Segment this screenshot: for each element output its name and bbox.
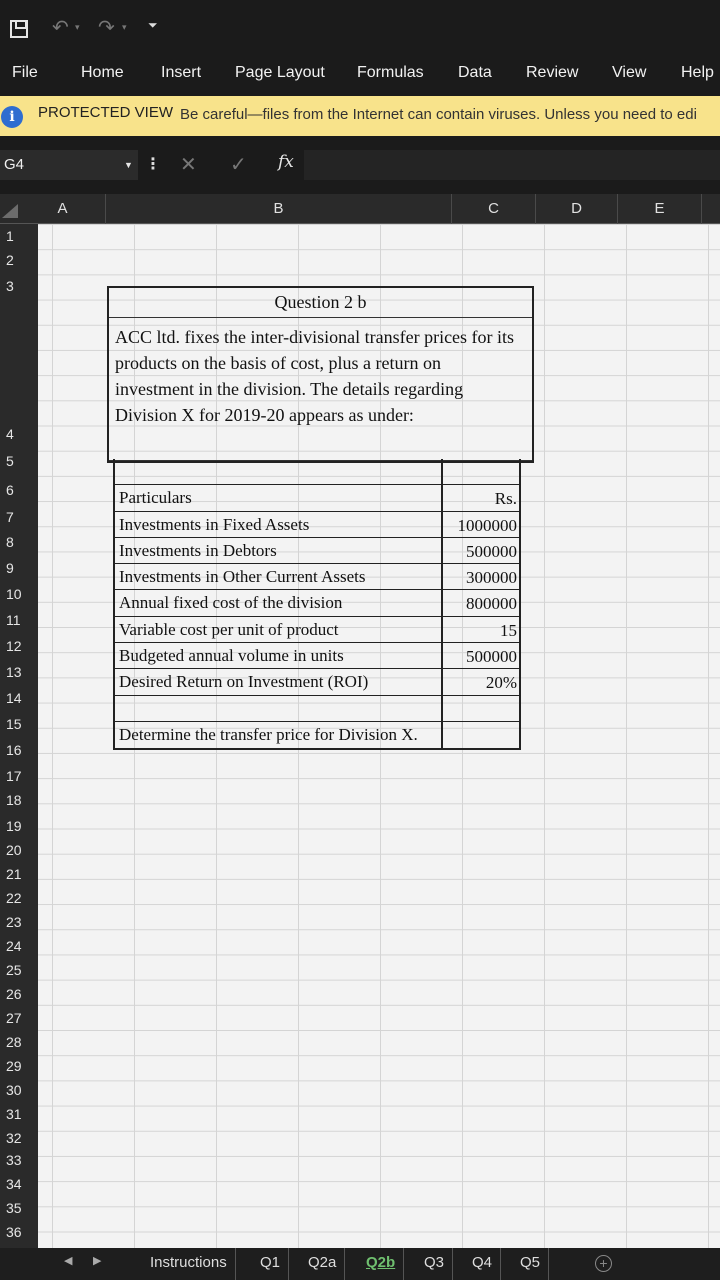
particular-value[interactable]: 15 xyxy=(500,620,517,640)
particular-label[interactable]: Desired Return on Investment (ROI) xyxy=(115,669,443,694)
cancel-icon[interactable]: ✕ xyxy=(180,154,197,176)
row-header-25[interactable]: 25 xyxy=(6,962,22,978)
question-box xyxy=(107,286,534,463)
formula-input[interactable] xyxy=(304,150,720,180)
row-header-16[interactable]: 16 xyxy=(6,742,22,758)
tab-formulas[interactable]: Formulas xyxy=(357,64,424,81)
table-row xyxy=(115,722,519,748)
undo-dropdown-icon[interactable]: ▾ xyxy=(75,22,80,32)
row-header-1[interactable]: 1 xyxy=(6,228,14,244)
particular-label[interactable]: Annual fixed cost of the division xyxy=(115,590,443,615)
column-headers xyxy=(0,194,720,224)
row-headers xyxy=(0,224,38,1248)
row-header-31[interactable]: 31 xyxy=(6,1106,22,1122)
particular-value[interactable]: Rs. xyxy=(494,489,517,509)
particulars-table xyxy=(113,459,521,750)
add-sheet-icon[interactable]: + xyxy=(595,1255,612,1272)
row-header-4[interactable]: 4 xyxy=(6,426,14,442)
particular-label[interactable]: Particulars xyxy=(115,485,443,510)
particular-label[interactable]: Investments in Other Current Assets xyxy=(115,564,443,589)
row-header-12[interactable]: 12 xyxy=(6,638,22,654)
formula-bar xyxy=(0,136,720,194)
sheet-tab-q3[interactable]: Q3 xyxy=(416,1248,453,1280)
table-row xyxy=(115,459,519,485)
particular-value[interactable]: 1000000 xyxy=(457,515,517,535)
tab-insert[interactable]: Insert xyxy=(161,64,202,81)
column-header-e[interactable]: E xyxy=(618,194,702,224)
scroll-left-icon[interactable]: ◀ xyxy=(64,1255,73,1267)
column-header-a[interactable]: A xyxy=(20,194,106,224)
particular-value[interactable] xyxy=(443,459,519,484)
row-header-29[interactable]: 29 xyxy=(6,1058,22,1074)
particular-label[interactable]: Variable cost per unit of product xyxy=(115,617,443,642)
sheet-tabs-bar xyxy=(0,1248,720,1280)
particular-label[interactable]: Investments in Debtors xyxy=(115,538,443,563)
protected-view-title: PROTECTED VIEW xyxy=(38,104,174,121)
row-header-32[interactable]: 32 xyxy=(6,1130,22,1146)
column-header-d[interactable]: D xyxy=(536,194,618,224)
table-row xyxy=(115,590,519,616)
scroll-right-icon[interactable]: ▶ xyxy=(93,1255,102,1267)
row-header-19[interactable]: 19 xyxy=(6,818,22,834)
row-header-23[interactable]: 23 xyxy=(6,914,22,930)
row-header-27[interactable]: 27 xyxy=(6,1010,22,1026)
redo-dropdown-icon[interactable]: ▾ xyxy=(122,22,127,32)
row-header-26[interactable]: 26 xyxy=(6,986,22,1002)
particular-label[interactable] xyxy=(115,459,443,484)
row-header-15[interactable]: 15 xyxy=(6,716,22,732)
particular-label[interactable] xyxy=(115,696,443,721)
tab-help[interactable]: Help xyxy=(681,64,714,81)
table-row xyxy=(115,617,519,643)
row-header-7[interactable]: 7 xyxy=(6,509,14,525)
tab-view[interactable]: View xyxy=(612,64,647,81)
more-icon[interactable]: ⋮ xyxy=(145,156,161,173)
row-header-9[interactable]: 9 xyxy=(6,560,14,576)
particular-label[interactable]: Investments in Fixed Assets xyxy=(115,512,443,537)
tab-home[interactable]: Home xyxy=(81,64,124,81)
particular-value[interactable]: 20% xyxy=(485,673,517,693)
row-header-33[interactable]: 33 xyxy=(6,1152,22,1168)
sheet-tab-q4[interactable]: Q4 xyxy=(464,1248,501,1280)
save-icon[interactable] xyxy=(10,20,28,38)
row-header-2[interactable]: 2 xyxy=(6,252,14,268)
row-header-5[interactable]: 5 xyxy=(6,453,14,469)
particular-value[interactable] xyxy=(443,722,519,748)
info-icon: i xyxy=(1,106,23,128)
question-text: ACC ltd. fixes the inter-divisional transfer prices for its products on the basis of cost, plus a return on investment in the division. The details regarding Division X for 2019-20 appears as under: xyxy=(109,318,532,461)
tab-page-layout[interactable]: Page Layout xyxy=(235,64,325,81)
tab-data[interactable]: Data xyxy=(458,64,492,81)
row-header-35[interactable]: 35 xyxy=(6,1200,22,1216)
table-row xyxy=(115,564,519,590)
sheet-tab-q5[interactable]: Q5 xyxy=(512,1248,549,1280)
worksheet-grid[interactable] xyxy=(38,224,720,1248)
tab-review[interactable]: Review xyxy=(526,64,579,81)
name-box[interactable]: G4 xyxy=(0,150,138,180)
row-header-6[interactable]: 6 xyxy=(6,482,14,498)
table-row xyxy=(115,696,519,722)
row-header-14[interactable]: 14 xyxy=(6,690,22,706)
row-header-21[interactable]: 21 xyxy=(6,866,22,882)
row-header-18[interactable]: 18 xyxy=(6,792,22,808)
sheet-tab-q1[interactable]: Q1 xyxy=(252,1248,289,1280)
row-header-3[interactable]: 3 xyxy=(6,278,14,294)
table-row xyxy=(115,485,519,511)
particular-value[interactable]: 800000 xyxy=(466,594,517,614)
row-header-10[interactable]: 10 xyxy=(6,586,22,602)
particular-value[interactable]: 500000 xyxy=(466,647,517,667)
undo-icon[interactable]: ↶ xyxy=(52,17,69,39)
fx-icon[interactable]: fx xyxy=(278,152,294,172)
enter-icon[interactable]: ✓ xyxy=(230,154,247,176)
quick-access-toolbar xyxy=(0,0,720,50)
row-header-22[interactable]: 22 xyxy=(6,890,22,906)
ribbon-tabs xyxy=(0,50,720,96)
redo-icon[interactable]: ↷ xyxy=(98,17,115,39)
row-header-8[interactable]: 8 xyxy=(6,534,14,550)
protected-view-message: Be careful—files from the Internet can contain viruses. Unless you need to edi xyxy=(180,106,697,123)
row-header-28[interactable]: 28 xyxy=(6,1034,22,1050)
particular-label[interactable]: Budgeted annual volume in units xyxy=(115,643,443,668)
sheet-tab-q2b[interactable]: Q2b xyxy=(358,1248,404,1280)
particular-label[interactable]: Determine the transfer price for Division X. xyxy=(115,722,443,748)
row-header-30[interactable]: 30 xyxy=(6,1082,22,1098)
protected-view-bar xyxy=(0,96,720,136)
customize-icon[interactable]: ⏷ xyxy=(148,18,158,32)
row-header-24[interactable]: 24 xyxy=(6,938,22,954)
table-row xyxy=(115,512,519,538)
chevron-down-icon[interactable]: ▼ xyxy=(124,160,133,170)
sheet-tab-q2a[interactable]: Q2a xyxy=(300,1248,345,1280)
sheet-tab-instructions[interactable]: Instructions xyxy=(142,1248,236,1280)
row-header-20[interactable]: 20 xyxy=(6,842,22,858)
tab-file[interactable]: File xyxy=(12,64,38,81)
particular-value[interactable] xyxy=(443,696,519,721)
row-header-13[interactable]: 13 xyxy=(6,664,22,680)
particular-value[interactable]: 300000 xyxy=(466,568,517,588)
row-header-11[interactable]: 11 xyxy=(6,612,21,628)
table-row xyxy=(115,538,519,564)
particular-value[interactable]: 500000 xyxy=(466,541,517,561)
column-header-b[interactable]: B xyxy=(106,194,452,224)
question-title: Question 2 b xyxy=(109,288,532,318)
row-header-17[interactable]: 17 xyxy=(6,768,22,784)
row-header-36[interactable]: 36 xyxy=(6,1224,22,1240)
table-row xyxy=(115,669,519,695)
table-row xyxy=(115,643,519,669)
row-header-34[interactable]: 34 xyxy=(6,1176,22,1192)
column-header-c[interactable]: C xyxy=(452,194,536,224)
select-all-corner[interactable] xyxy=(2,204,18,218)
